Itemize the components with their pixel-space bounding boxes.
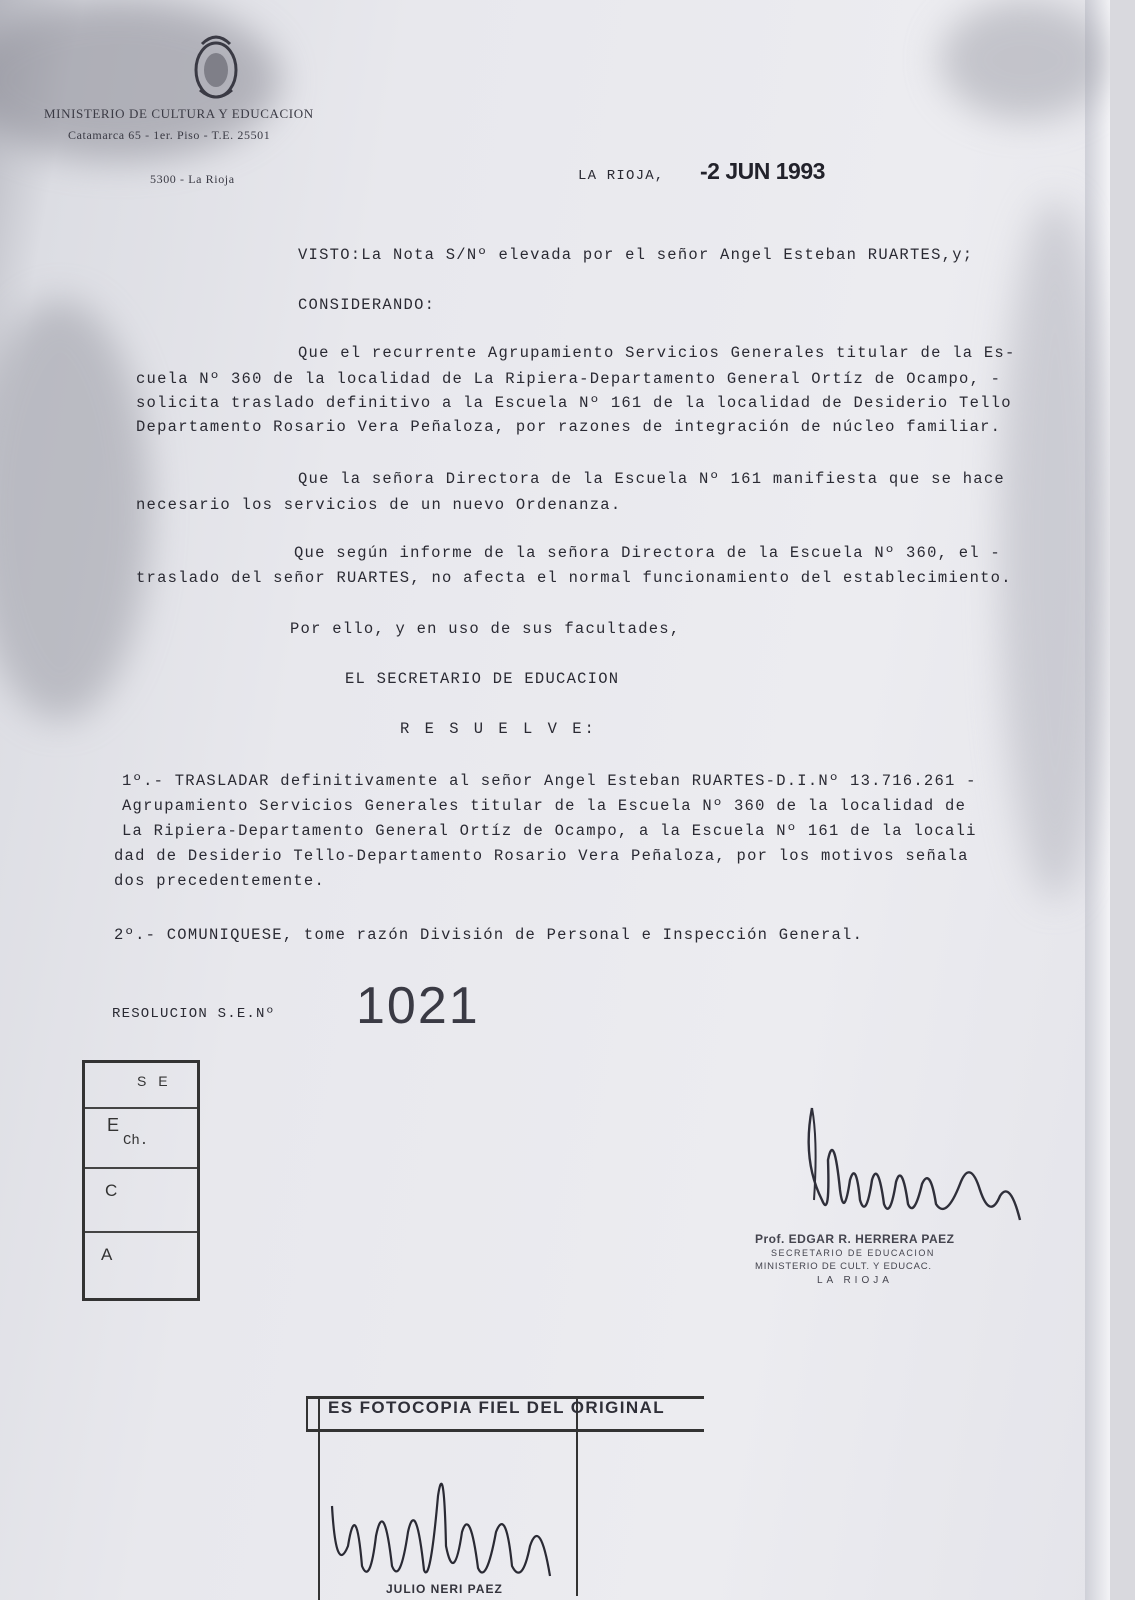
article-line: Agrupamiento Servicios Generales titular de la Escuela Nº 360 de la localidad de: [122, 797, 967, 815]
handwritten-signature: [800, 1100, 1030, 1250]
routing-cell-e: E Ch.: [85, 1109, 197, 1169]
toner-smudge: [1000, 200, 1110, 900]
letterhead-city: 5300 - La Rioja: [150, 172, 235, 186]
letterhead-address: Catamarca 65 - 1er. Piso - T.E. 25501: [68, 128, 271, 142]
authority-heading: EL SECRETARIO DE EDUCACION: [345, 670, 620, 688]
article-line: dos precedentemente.: [114, 872, 326, 890]
stamp-divider: [318, 1396, 320, 1600]
routing-box: [82, 1060, 200, 1301]
signatory-block: [755, 1232, 1035, 1286]
toner-smudge: [0, 300, 150, 720]
date-stamp: -2 JUN 1993: [700, 158, 825, 184]
stamp-signer: JULIO NERI PAEZ: [386, 1582, 503, 1596]
por-ello-line: Por ello, y en uso de sus facultades,: [290, 620, 681, 638]
paragraph-line: cuela Nº 360 de la localidad de La Ripiera-Departamento General Ortíz de Ocampo, -: [136, 370, 1002, 388]
routing-cell-se: S E: [85, 1063, 197, 1109]
coat-of-arms-icon: [190, 30, 242, 104]
paragraph-line: traslado del señor RUARTES, no afecta el normal funcionamiento del establecimiento.: [136, 569, 1012, 587]
resuelve-heading: R E S U E L V E:: [400, 720, 597, 738]
article-line: 1º.- TRASLADAR definitivamente al señor Angel Esteban RUARTES-D.I.Nº 13.716.261 -: [122, 772, 977, 790]
considerando-heading: CONSIDERANDO:: [298, 296, 436, 314]
paragraph-line: Departamento Rosario Vera Peñaloza, por razones de integración de núcleo familiar.: [136, 418, 1002, 436]
stamp-signature: [326, 1436, 586, 1596]
signatory-city: LA RIOJA: [817, 1275, 893, 1286]
paragraph-line: Que el recurrente Agrupamiento Servicios Generales titular de la Es-: [298, 344, 1016, 362]
date-place: LA RIOJA,: [578, 168, 665, 184]
signatory-name: Prof. EDGAR R. HERRERA PAEZ: [755, 1232, 955, 1246]
article-line: dad de Desiderio Tello-Departamento Rosario Vera Peñaloza, por los motivos señala: [114, 847, 969, 865]
resolution-label: RESOLUCION S.E.Nº: [112, 1006, 276, 1022]
article-line: La Ripiera-Departamento General Ortíz de Ocampo, a la Escuela Nº 161 de la locali: [122, 822, 977, 840]
article-line: 2º.- COMUNIQUESE, tome razón División de Personal e Inspección General.: [114, 926, 864, 944]
routing-cell-c: C: [85, 1169, 197, 1233]
paragraph-line: Que según informe de la señora Directora de la Escuela Nº 360, el -: [294, 544, 1001, 562]
resolution-number: 1021: [356, 977, 480, 1035]
signatory-title: SECRETARIO DE EDUCACION: [771, 1248, 935, 1258]
stamp-text: ES FOTOCOPIA FIEL DEL ORIGINAL: [328, 1398, 666, 1417]
signatory-office: MINISTERIO DE CULT. Y EDUCAC.: [755, 1261, 932, 1272]
paragraph-line: necesario los servicios de un nuevo Ordenanza.: [136, 496, 622, 514]
routing-cell-a: A: [101, 1245, 113, 1264]
toner-smudge: [940, 0, 1110, 120]
letterhead-ministry: MINISTERIO DE CULTURA Y EDUCACION: [44, 106, 314, 121]
paragraph-line: solicita traslado definitivo a la Escuela Nº 161 de la localidad de Desiderio Tello: [136, 394, 1012, 412]
visto-line: VISTO:La Nota S/Nº elevada por el señor Angel Esteban RUARTES,y;: [298, 246, 974, 264]
certification-stamp: [306, 1396, 706, 1600]
paragraph-line: Que la señora Directora de la Escuela Nº 161 manifiesta que se hace: [298, 470, 1005, 488]
